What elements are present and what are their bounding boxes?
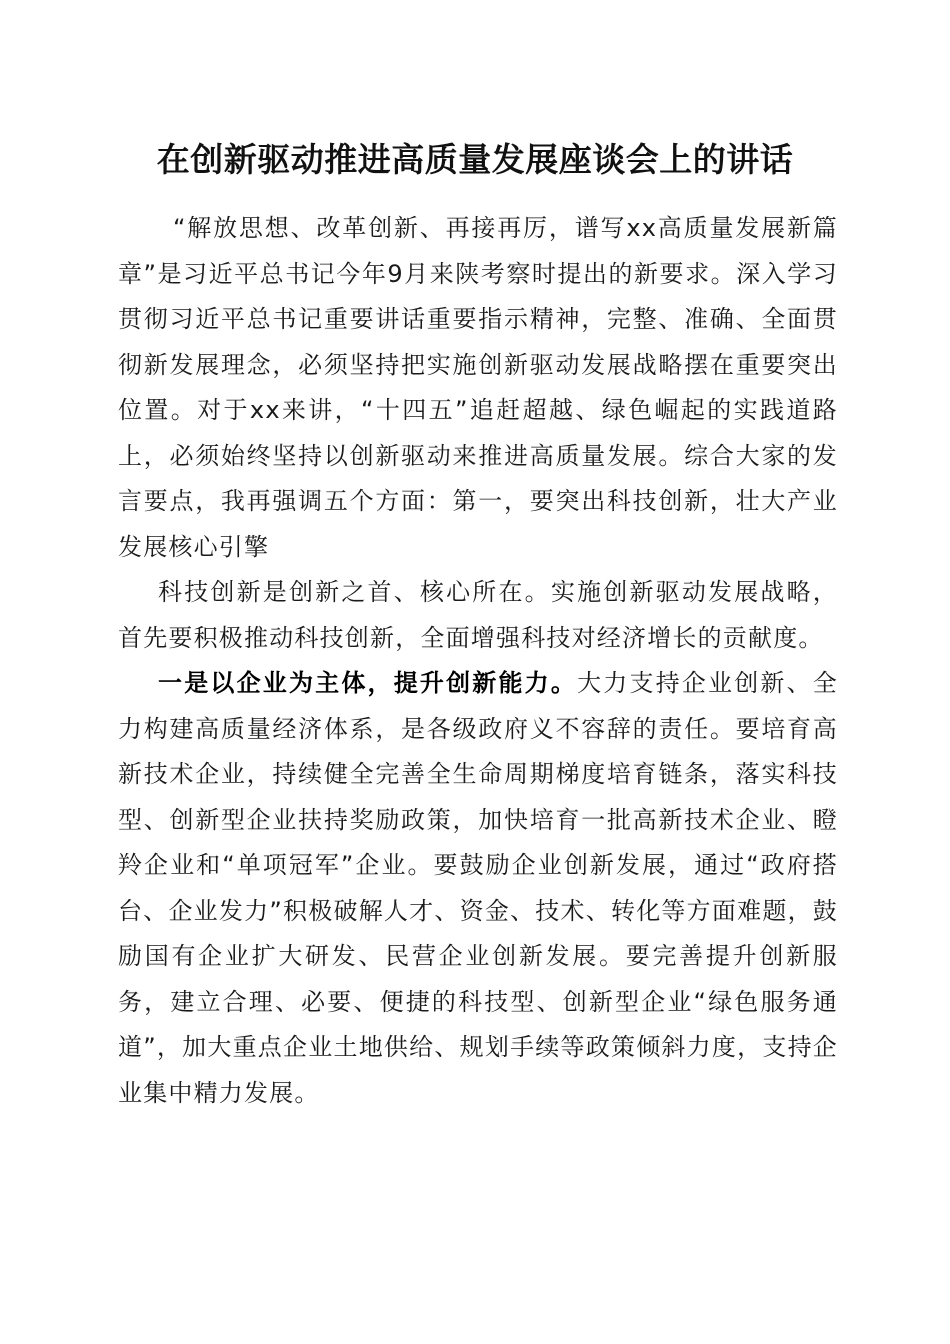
document-body bbox=[118, 206, 838, 1116]
document-title: 在创新驱动推进高质量发展座谈会上的讲话 bbox=[156, 140, 794, 179]
paragraph-intro bbox=[118, 206, 838, 570]
paragraph-text: 科技创新是创新之首、核心所在。实施创新驱动发展战略，首先要积极推动科技创新，全面增强科技对经济增长的贡献度。 bbox=[118, 578, 838, 652]
paragraph-enterprise-subject bbox=[118, 661, 838, 1116]
paragraph-tech-innovation bbox=[118, 570, 838, 661]
paragraph-text: “解放思想、改革创新、再接再厉，谱写xx高质量发展新篇章”是习近平总书记今年9月来陕考察时提出的新要求。深入学习贯彻习近平总书记重要讲话重要指示精神，完整、准确、全面贯彻新发展理念，必须坚持把实施创新驱动发展战略摆在重要突出位置。对于xx来讲，“十四五”追赶超越、绿色崛起的实践道路上，必须始终坚持以创新驱动来推进高质量发展。综合大家的发言要点，我再强调五个方面：第一，要突出科技创新，壮大产业发展核心引擎 bbox=[118, 214, 838, 561]
paragraph-lead-heading: 一是以企业为主体，提升创新能力。 bbox=[158, 669, 578, 697]
paragraph-text: 大力支持企业创新、全力构建高质量经济体系，是各级政府义不容辞的责任。要培育高新技术企业，持续健全完善全生命周期梯度培育链条，落实科技型、创新型企业扶持奖励政策，加快培育一批高新技术企业、瞪羚企业和“单项冠军”企业。要鼓励企业创新发展，通过“政府搭台、企业发力”积极破解人才、资金、技术、转化等方面难题，鼓励国有企业扩大研发、民营企业创新发展。要完善提升创新服务，建立合理、必要、便捷的科技型、创新型企业“绿色服务通道”，加大重点企业土地供给、规划手续等政策倾斜力度，支持企业集中精力发展。 bbox=[118, 669, 839, 1107]
